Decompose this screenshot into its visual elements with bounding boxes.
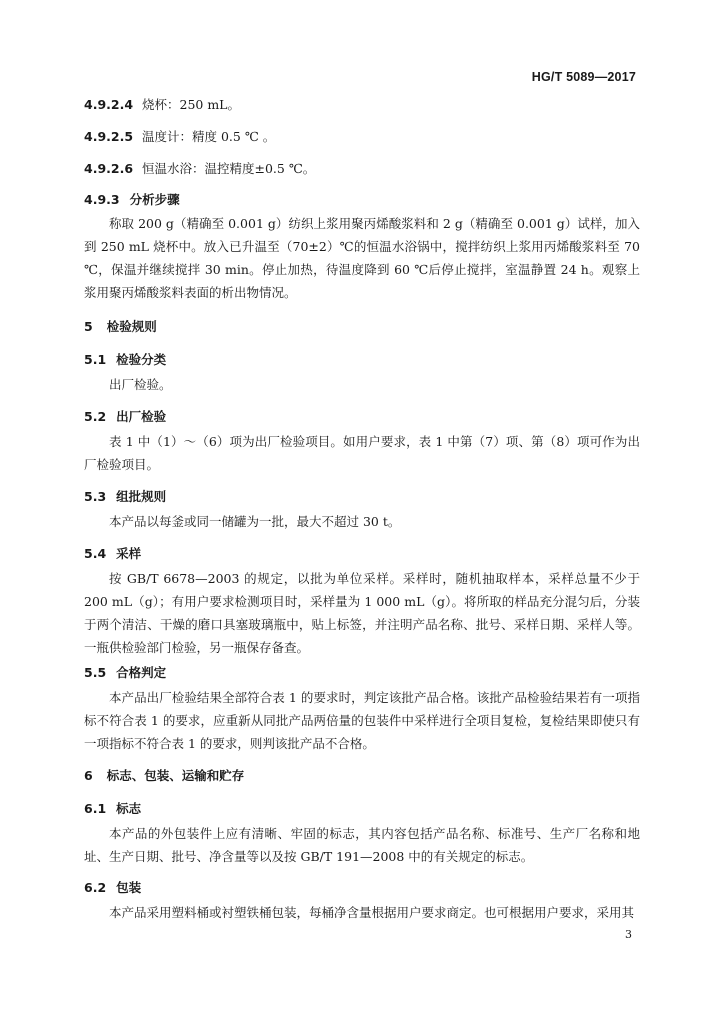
paragraph-inspection-classification: 出厂检验。 xyxy=(109,377,172,392)
heading-title: 合格判定 xyxy=(116,665,167,680)
paragraph-analysis-steps: 称取 200 g（精确至 0.001 g）纺织上浆用聚丙烯酸浆料和 2 g（精确至 0.001 g）试样，加入到 250 mL 烧杯中。放入已升温至（70±2）℃的恒温水浴锅中，搅拌纺织上浆用丙烯酸浆料至 70 ℃，保温并继续搅拌 30 min。停止加热，待温度降到 60 ℃后停止搅拌，室温静置 24 h。观察上浆用聚丙烯酸浆料表面的析出物情况。 xyxy=(84,216,640,300)
clause-text: 恒温水浴：温控精度±0.5 ℃。 xyxy=(142,161,316,176)
heading-number: 4.9.3 xyxy=(84,192,120,207)
standard-number-header: HG/T 5089—2017 xyxy=(531,70,636,84)
clause-4-9-2-4 xyxy=(84,95,240,113)
heading-title: 采样 xyxy=(116,546,142,561)
heading-title: 出厂检验 xyxy=(116,409,167,424)
heading-4-9-3 xyxy=(84,190,180,208)
heading-number: 5.3 xyxy=(84,489,107,504)
page-number: 3 xyxy=(625,928,632,941)
clause-text: 烧杯：250 mL。 xyxy=(142,97,240,112)
heading-number: 5.1 xyxy=(84,352,107,367)
paragraph-sampling: 按 GB/T 6678—2003 的规定，以批为单位采样。采样时，随机抽取样本，采样总量不少于 200 mL（g）；有用户要求检测项目时，采样量为 1 000 mL（g）。将所取的样品充分混匀后，分装于两个清洁、干燥的磨口具塞玻璃瓶中，贴上标签，并注明产品名称、批号、采样日期、采样人等。一瓶供检验部门检验，另一瓶保存备查。 xyxy=(84,571,640,655)
clause-number: 4.9.2.5 xyxy=(84,129,134,144)
paragraph-marking: 本产品的外包装件上应有清晰、牢固的标志，其内容包括产品名称、标准号、生产厂名称和地址、生产日期、批号、净含量等以及按 GB/T 191—2008 中的有关规定的标志。 xyxy=(84,826,640,864)
heading-title: 包装 xyxy=(116,880,142,895)
clause-text: 温度计：精度 0.5 ℃ 。 xyxy=(142,129,276,144)
heading-number: 6.2 xyxy=(84,880,107,895)
heading-5-3 xyxy=(84,487,166,505)
heading-5-4 xyxy=(84,544,141,562)
heading-title: 分析步骤 xyxy=(129,192,180,207)
heading-number: 6.1 xyxy=(84,801,107,816)
heading-6 xyxy=(84,766,244,784)
clause-number: 4.9.2.6 xyxy=(84,161,134,176)
heading-number: 5.4 xyxy=(84,546,107,561)
heading-5-5 xyxy=(84,663,166,681)
heading-title: 标志、包装、运输和贮存 xyxy=(106,768,245,783)
paragraph-packaging: 本产品采用塑料桶或衬塑铁桶包装，每桶净含量根据用户要求商定。也可根据用户要求，采用其 xyxy=(109,905,635,920)
heading-5 xyxy=(84,317,157,335)
heading-title: 检验规则 xyxy=(106,319,157,334)
clause-4-9-2-5 xyxy=(84,127,275,145)
heading-6-1 xyxy=(84,799,141,817)
heading-title: 检验分类 xyxy=(116,352,167,367)
clause-4-9-2-6 xyxy=(84,159,315,177)
heading-number: 6 xyxy=(84,768,93,783)
heading-number: 5 xyxy=(84,319,93,334)
paragraph-conformity-judgment: 本产品出厂检验结果全部符合表 1 的要求时，判定该批产品合格。该批产品检验结果若有一项指标不符合表 1 的要求，应重新从同批产品两倍量的包装件中采样进行全项目复检，复检结果即使只有一项指标不符合表 1 的要求，则判该批产品不合格。 xyxy=(84,690,640,751)
clause-number: 4.9.2.4 xyxy=(84,97,134,112)
heading-title: 标志 xyxy=(116,801,142,816)
heading-5-1 xyxy=(84,350,166,368)
paragraph-factory-inspection: 表 1 中（1）～（6）项为出厂检验项目。如用户要求，表 1 中第（7）项、第（8）项可作为出厂检验项目。 xyxy=(84,434,640,472)
paragraph-batching-rules: 本产品以每釜或同一储罐为一批，最大不超过 30 t。 xyxy=(109,514,401,529)
heading-6-2 xyxy=(84,878,141,896)
heading-number: 5.5 xyxy=(84,665,107,680)
heading-title: 组批规则 xyxy=(116,489,167,504)
heading-5-2 xyxy=(84,407,166,425)
heading-number: 5.2 xyxy=(84,409,107,424)
